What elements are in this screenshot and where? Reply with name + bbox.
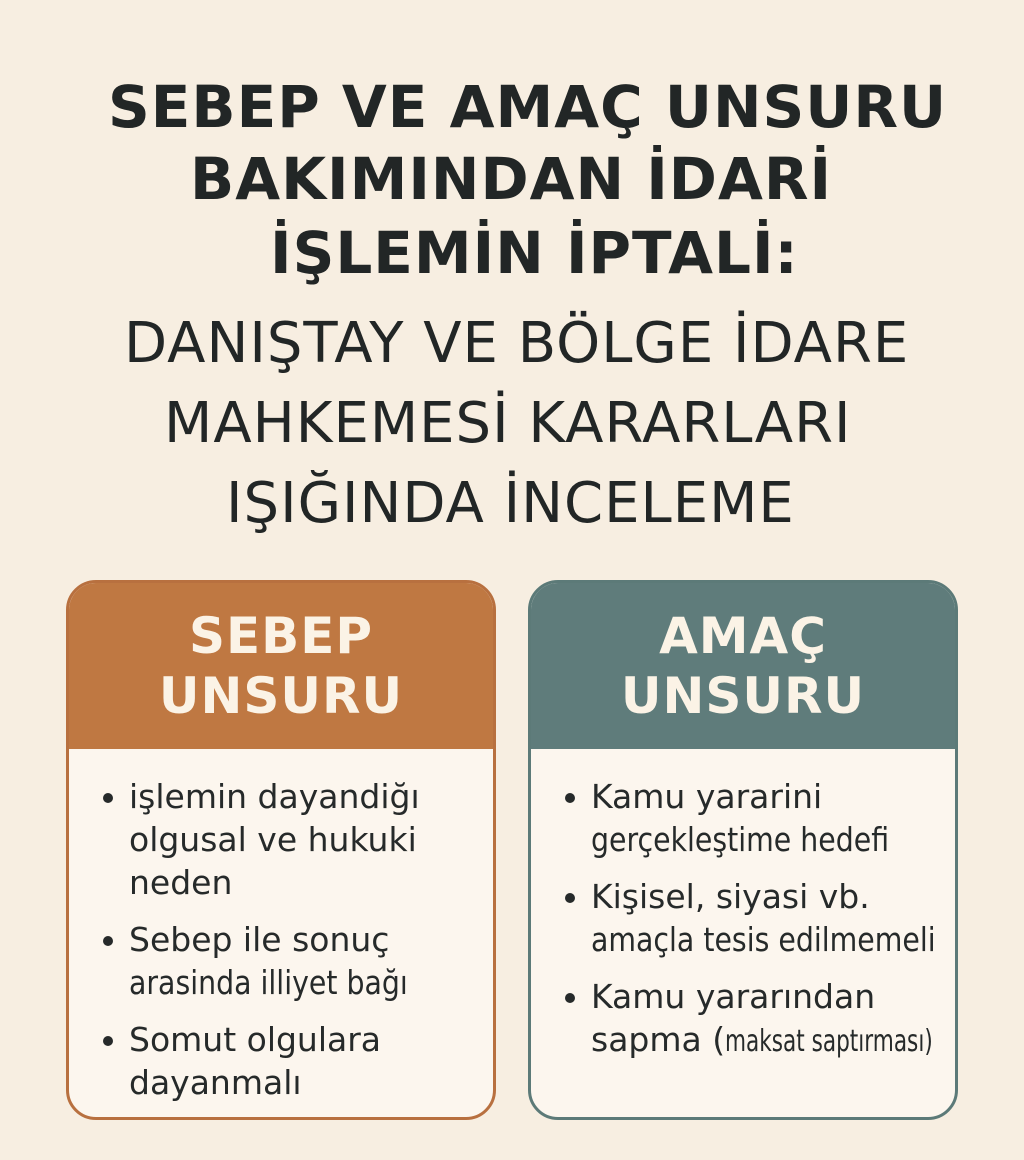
list-item-text: Somut olgulara [129,1020,382,1059]
list-item-text: amaçla tesis edilmemeli [591,920,936,959]
list-item [103,918,473,1004]
list-item-text: gerçekleştime hedefi [591,820,890,859]
list-item [103,1018,473,1104]
sebep-heading-line-2: UNSURU [158,667,404,725]
list-item-text: arasinda illiyet bağı [129,963,408,1002]
list-item-text: Sebep ile sonuç [129,920,390,959]
list-item-text: Kamu yararından [591,977,876,1016]
list-item-text: sapma (maksat saptırması) [591,1020,933,1059]
amac-card-header [531,583,955,749]
title-line-2: BAKIMINDAN İDARİ [190,145,833,213]
list-item-text: Kamu yararini [591,777,823,816]
list-item-text: olgusal ve hukuki [129,820,417,859]
sebep-unsuru-card [66,580,496,1120]
title-line-3: İŞLEMİN İPTALİ: [270,219,799,287]
sebep-card-header [69,583,493,749]
list-item [565,975,935,1063]
list-item-text: dayanmalı [129,1063,302,1102]
list-item [103,775,473,904]
amac-heading-line-2: UNSURU [620,667,866,725]
list-item-text: Kişisel, siyasi vb. [591,877,870,916]
amac-unsuru-card [528,580,958,1120]
title-line-6: IŞIĞINDA İNCELEME [226,471,795,536]
title-line-1: SEBEP VE AMAÇ UNSURU [108,73,948,141]
title-line-4: DANIŞTAY VE BÖLGE İDARE [124,311,910,376]
amac-card-body [531,749,955,1063]
list-item [565,875,935,961]
sebep-heading-line-1: SEBEP [188,607,374,665]
list-item-text: neden [129,863,233,902]
amac-heading-line-1: AMAÇ [659,607,827,665]
sebep-card-body [69,749,493,1104]
title-line-5: MAHKEMESİ KARARLARI [164,391,852,456]
list-item-text: işlemin dayandiğı [129,777,420,816]
list-item [565,775,935,861]
